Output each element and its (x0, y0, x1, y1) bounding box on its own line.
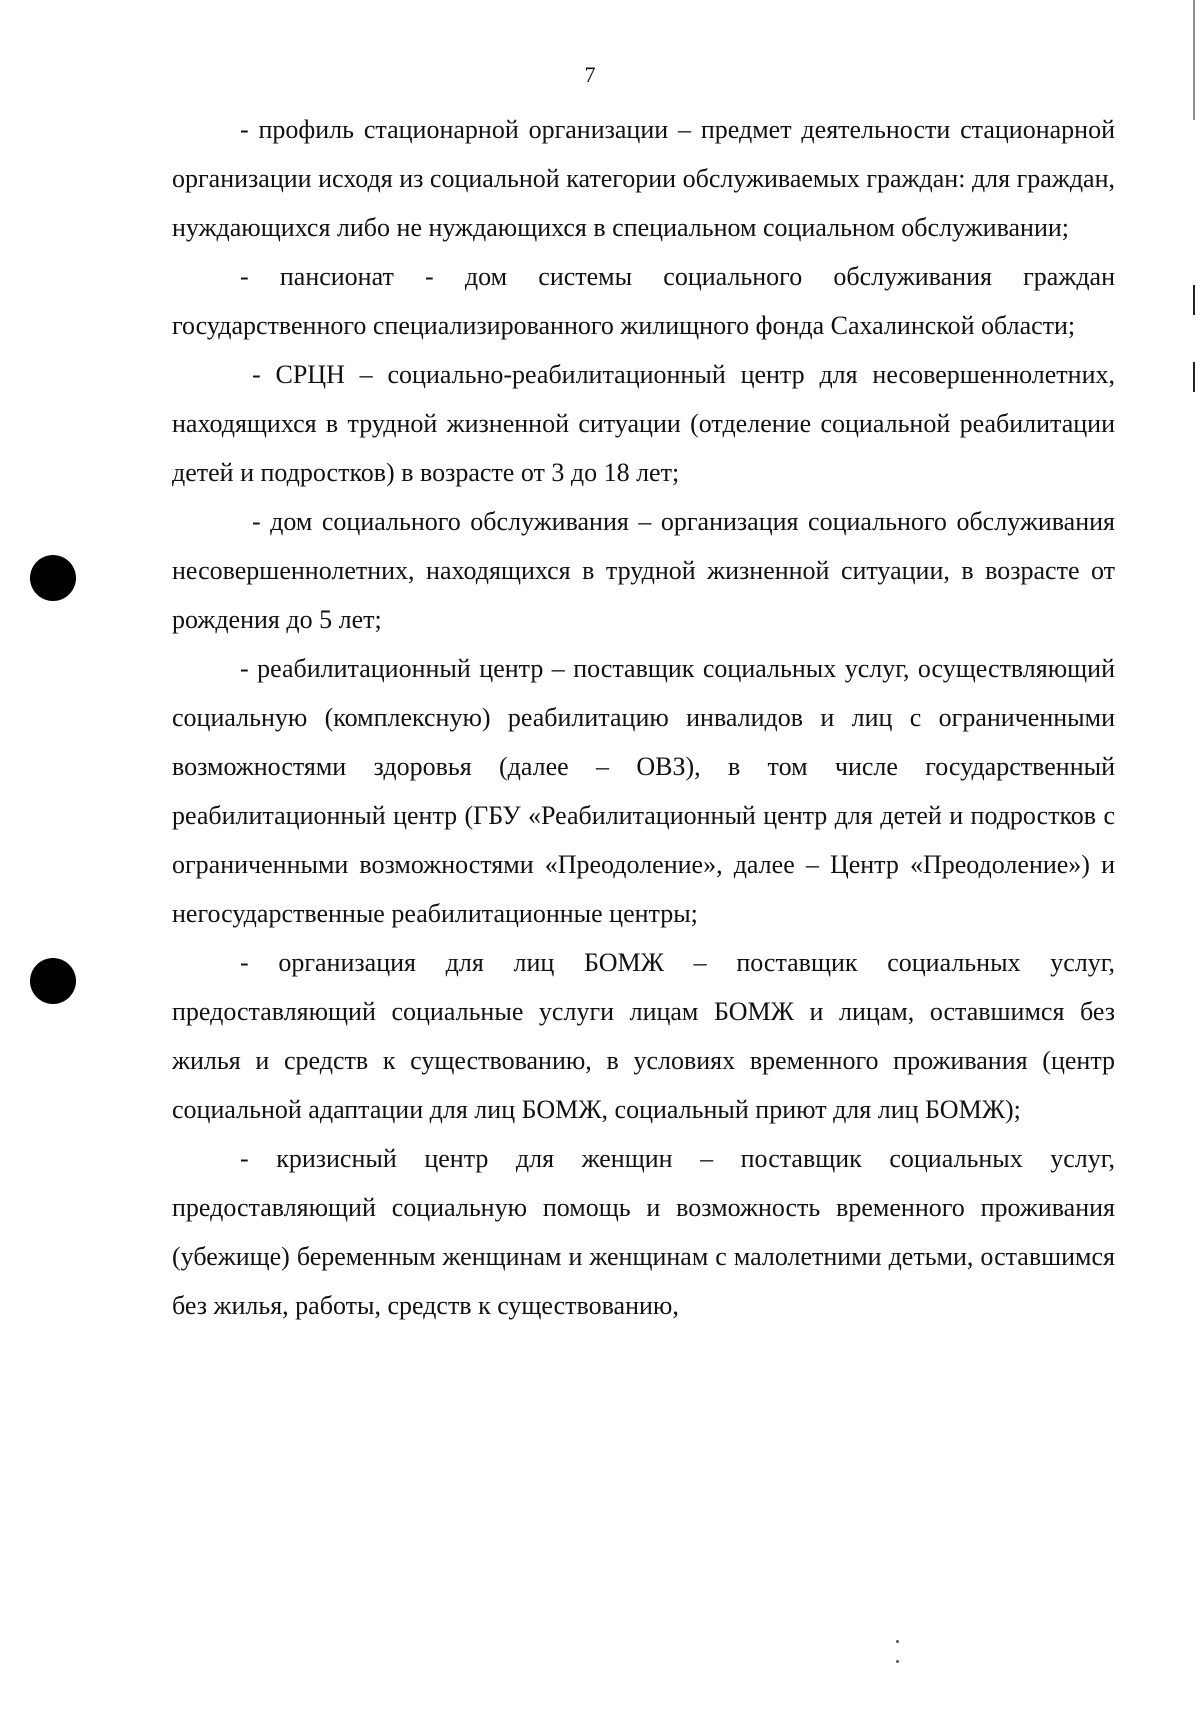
document-body (172, 105, 1115, 1330)
scan-edge-mark (1193, 285, 1195, 315)
scan-speck (896, 1640, 899, 1643)
definition-paragraph: - пансионат - дом системы социального обслуживания граждан государственного специализированного жилищного фонда Сахалинской области; (172, 262, 1115, 340)
definition-paragraph: - организация для лиц БОМЖ – поставщик социальных услуг, предоставляющий социальные услуги лицам БОМЖ и лицам, оставшимся без жилья и средств к существованию, в условиях временного проживания (центр социальной адаптации для лиц БОМЖ, социальный приют для лиц БОМЖ); (172, 948, 1115, 1124)
definition-paragraph: - профиль стационарной организации – предмет деятельности стационарной организации исходя из социальной категории обслуживаемых граждан: для граждан, нуждающихся либо не нуждающихся в специальном социальном обслуживании; (172, 115, 1115, 242)
punch-hole-bottom (30, 958, 76, 1004)
scan-edge-mark (1193, 0, 1195, 120)
definition-paragraph: - дом социального обслуживания – организация социального обслуживания несовершеннолетних, находящихся в трудной жизненной ситуации, в возрасте от рождения до 5 лет; (172, 507, 1115, 634)
punch-hole-top (30, 555, 76, 601)
scan-speck (896, 1660, 899, 1663)
page-number: 7 (584, 62, 596, 87)
scan-edge-mark (1193, 362, 1195, 392)
definition-paragraph: - кризисный центр для женщин – поставщик социальных услуг, предоставляющий социальную помощь и возможность временного проживания (убежище) беременным женщинам и женщинам с малолетними детьми, оставшимся без жилья, работы, средств к существованию, (172, 1144, 1115, 1320)
definition-paragraph: - СРЦН – социально-реабилитационный центр для несовершеннолетних, находящихся в трудной жизненной ситуации (отделение социальной реабилитации детей и подростков) в возрасте от 3 до 18 лет; (172, 360, 1115, 487)
definition-paragraph: - реабилитационный центр – поставщик социальных услуг, осуществляющий социальную (комплексную) реабилитацию инвалидов и лиц с ограниченными возможностями здоровья (далее – ОВЗ), в том числе государственный реабилитационный центр (ГБУ «Реабилитационный центр для детей и подростков с ограниченными возможностями «Преодоление», далее – Центр «Преодоление») и негосударственные реабилитационные центры; (172, 654, 1115, 928)
